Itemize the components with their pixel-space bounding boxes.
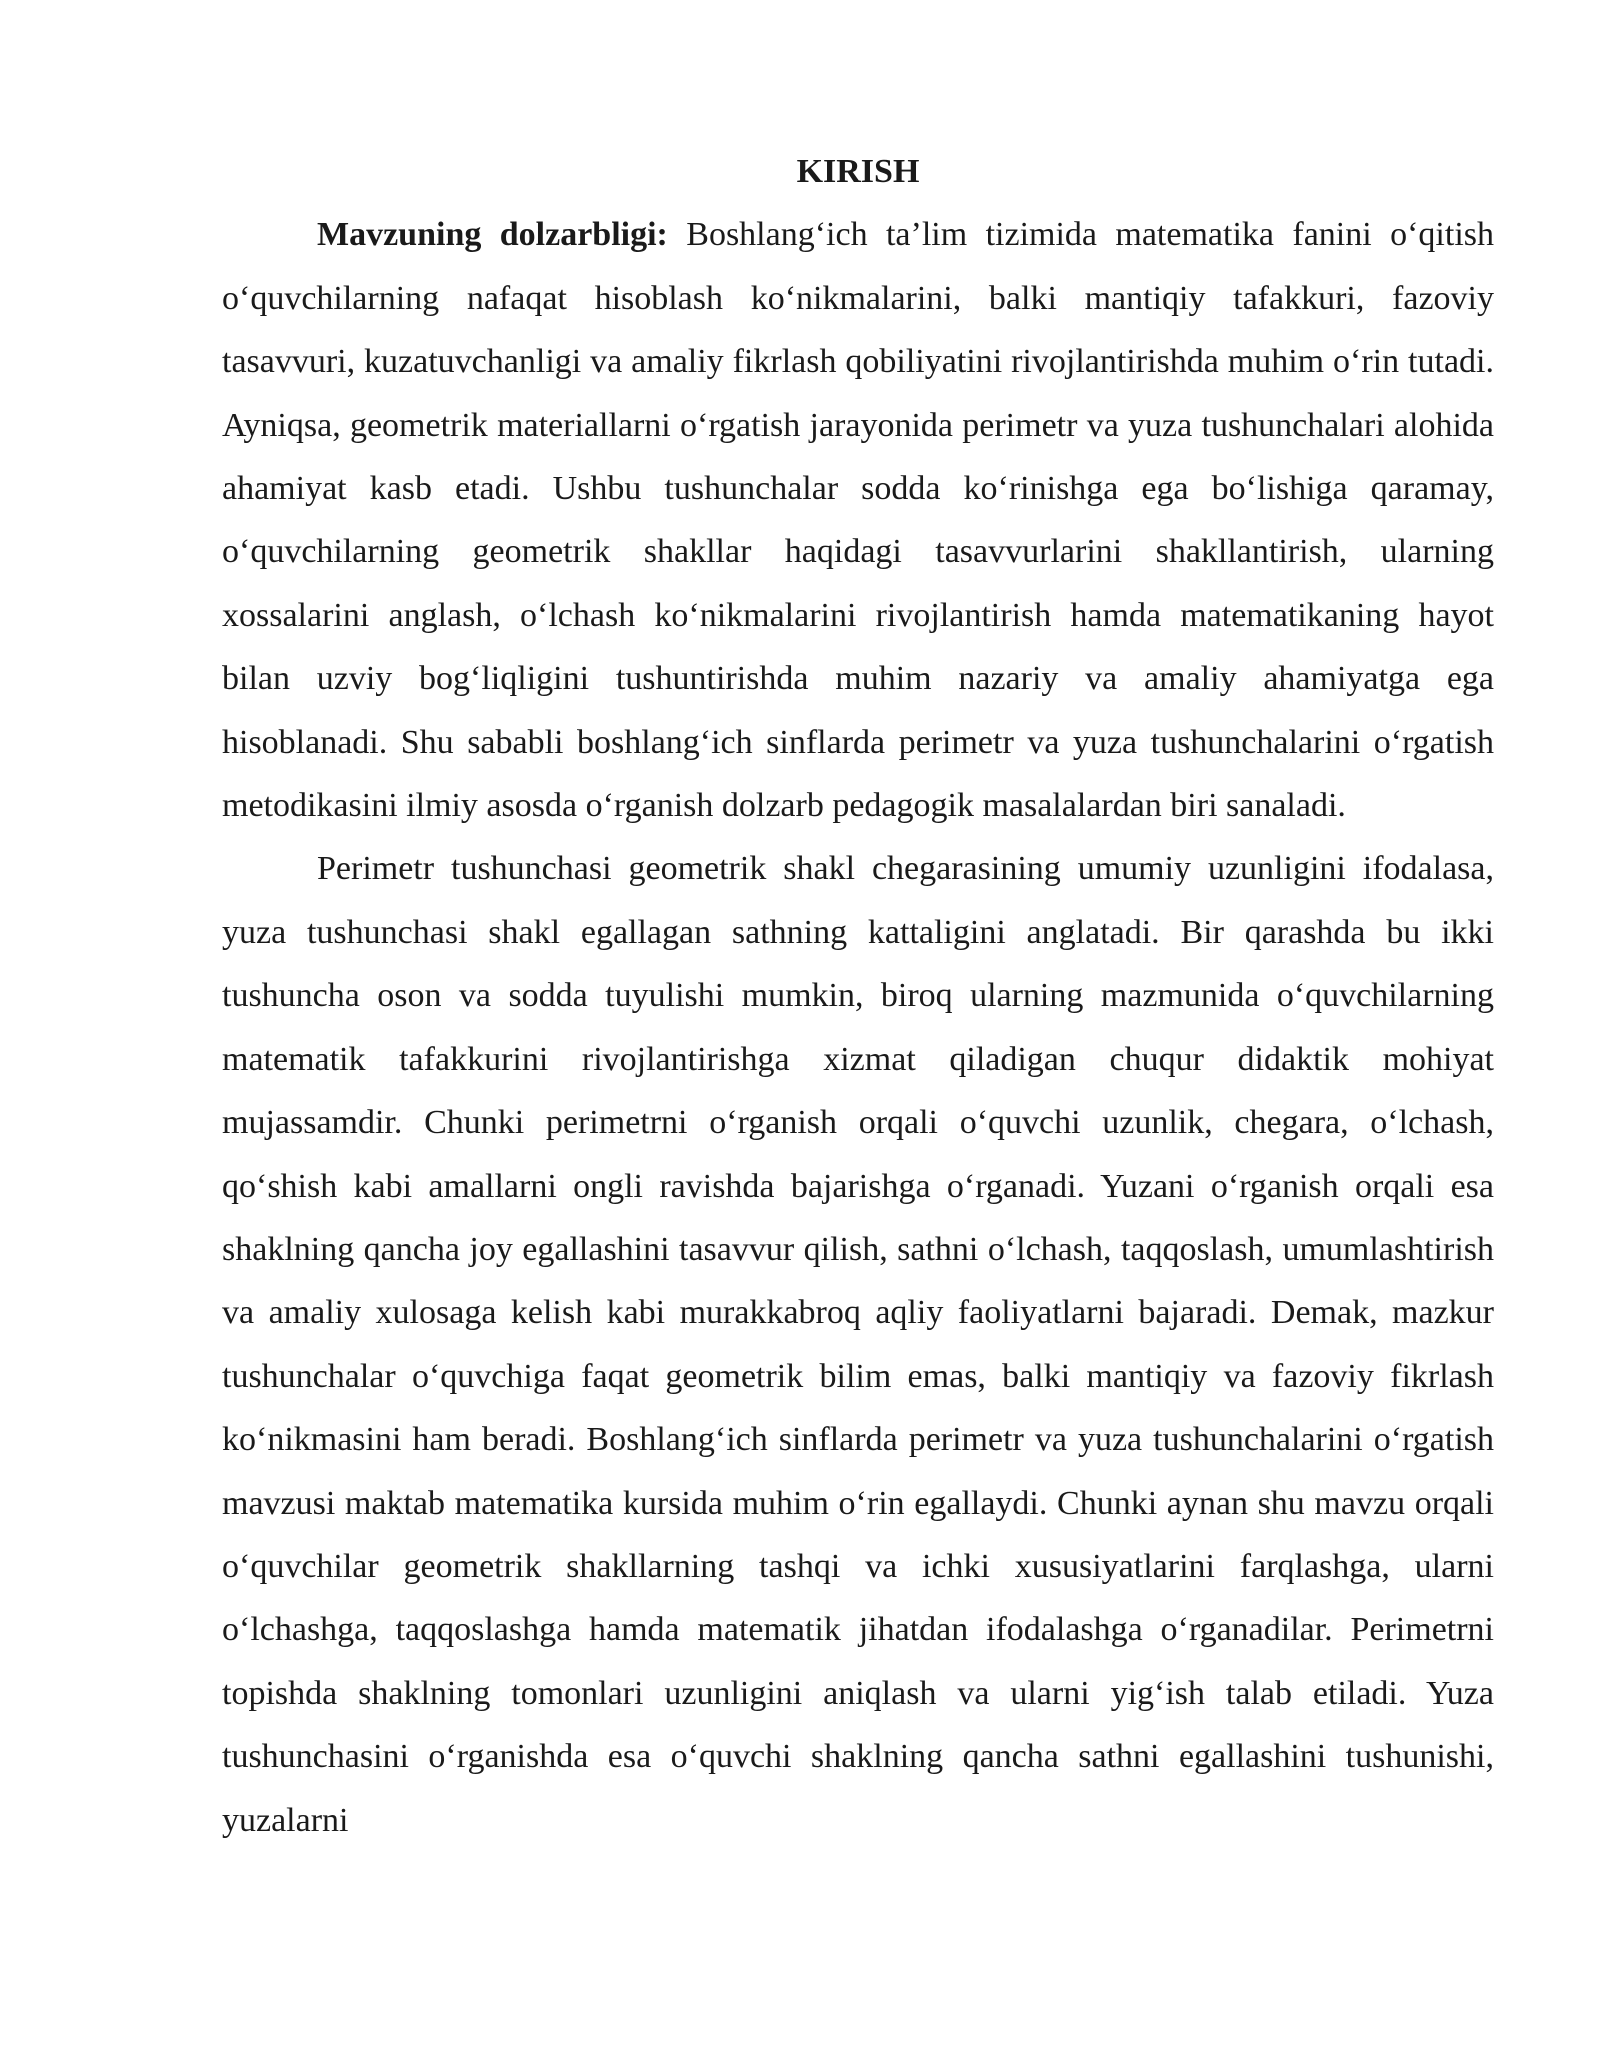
paragraph-lead: Mavzuning dolzarbligi: — [317, 216, 668, 254]
paragraph-text: Boshlang‘ich ta’lim tizimida matematika fanini o‘qitish o‘quvchilarning nafaqat hisoblash ko‘nikmalarini, balki mantiqiy tafakkuri, fazoviy tasavvuri, kuzatuvchanligi va amaliy fikrlash qobiliyatini rivojlantirishda muhim o‘rin tutadi. Ayniqsa, geometrik materiallarni o‘rgatish jarayonida perimetr va yuza tushunchalari alohida ahamiyat kasb etadi. Ushbu tushunchalar sodda ko‘rinishga ega bo‘lishiga qaramay, o‘quvchilarning geometrik shakllar haqidagi tasavvurlarini shakllantirish, ularning xossalarini anglash, o‘lchash ko‘nikmalarini rivojlantirish hamda matematikaning hayot bilan uzviy bog‘liqligini tushuntirishda muhim nazariy va amaliy ahamiyatga ega hisoblanadi. Shu sababli boshlang‘ich sinflarda perimetr va yuza tushunchalarini o‘rgatish metodikasini ilmiy asosda o‘rganish dolzarb pedagogik masalalardan biri sanaladi. — [222, 216, 1494, 825]
paragraph-perimeter — [222, 837, 1494, 1852]
document-page — [222, 140, 1494, 1852]
paragraph-relevance — [222, 203, 1494, 837]
page-title: KIRISH — [796, 153, 920, 190]
paragraph-text: Perimetr tushunchasi geometrik shakl chegarasining umumiy uzunligini ifodalasa, yuza tushunchasi shakl egallagan sathning kattaligini anglatadi. Bir qarashda bu ikki tushuncha oson va sodda tuyulishi mumkin, biroq ularning mazmunida o‘quvchilarning matematik tafakkurini rivojlantirishga xizmat qiladigan chuqur didaktik mohiyat mujassamdir. Chunki perimetrni o‘rganish orqali o‘quvchi uzunlik, chegara, o‘lchash, qo‘shish kabi amallarni ongli ravishda bajarishga o‘rganadi. Yuzani o‘rganish orqali esa shaklning qancha joy egallashini tasavvur qilish, sathni o‘lchash, taqqoslash, umumlashtirish va amaliy xulosaga kelish kabi murakkabroq aqliy faoliyatlarni bajaradi. Demak, mazkur tushunchalar o‘quvchiga faqat geometrik bilim emas, balki mantiqiy va fazoviy fikrlash ko‘nikmasini ham beradi. Boshlang‘ich sinflarda perimetr va yuza tushunchalarini o‘rgatish mavzusi maktab matematika kursida muhim o‘rin egallaydi. Chunki aynan shu mavzu orqali o‘quvchilar geometrik shakllarning tashqi va ichki xususiyatlarini farqlashga, ularni o‘lchashga, taqqoslashga hamda matematik jihatdan ifodalashga o‘rganadilar. Perimetrni topishda shaklning tomonlari uzunligini aniqlash va ularni yig‘ish talab etiladi. Yuza tushunchasini o‘rganishda esa o‘quvchi shaklning qancha sathni egallashini tushunishi, yuzalarni — [222, 850, 1494, 1839]
